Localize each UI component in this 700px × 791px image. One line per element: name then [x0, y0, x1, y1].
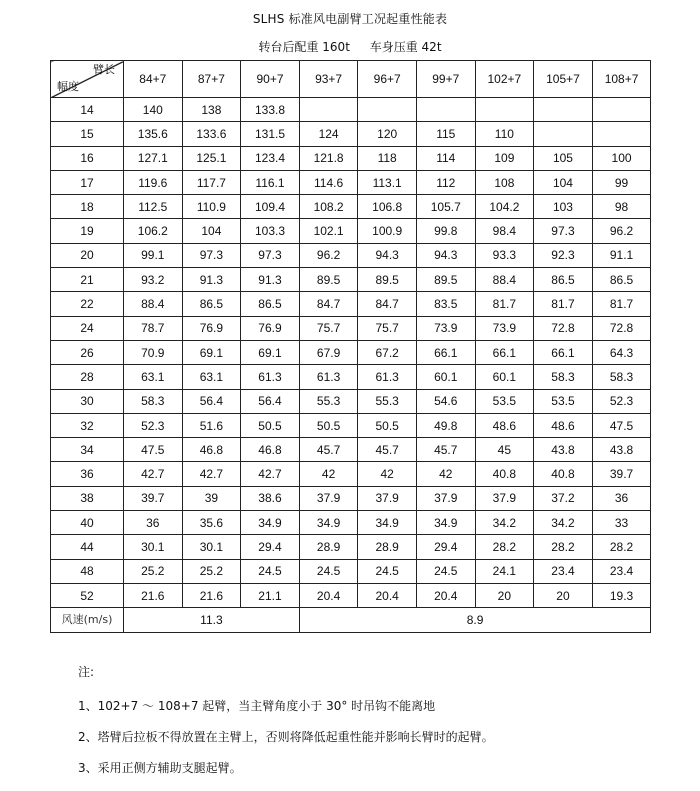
capacity-cell: 105.7	[416, 195, 475, 219]
capacity-cell: 86.5	[241, 292, 300, 316]
capacity-cell: 97.3	[182, 243, 241, 267]
capacity-cell: 75.7	[358, 316, 417, 340]
capacity-cell: 91.1	[592, 243, 651, 267]
capacity-cell: 29.4	[241, 535, 300, 559]
radius-cell: 20	[51, 243, 124, 267]
corner-cell	[51, 61, 124, 98]
capacity-cell: 81.7	[592, 292, 651, 316]
capacity-cell: 42.7	[182, 462, 241, 486]
table-row	[51, 268, 651, 292]
capacity-cell: 47.5	[124, 438, 183, 462]
capacity-cell: 75.7	[299, 316, 358, 340]
wind-speed-row	[51, 608, 651, 632]
capacity-cell	[358, 98, 417, 122]
capacity-cell: 21.1	[241, 583, 300, 607]
capacity-cell: 118	[358, 146, 417, 170]
capacity-cell: 47.5	[592, 413, 651, 437]
capacity-cell: 135.6	[124, 122, 183, 146]
column-header: 90+7	[241, 61, 300, 98]
capacity-cell: 30.1	[124, 535, 183, 559]
radius-cell: 17	[51, 170, 124, 194]
capacity-cell: 119.6	[124, 170, 183, 194]
capacity-cell: 53.5	[534, 389, 593, 413]
load-chart-table	[50, 60, 651, 633]
capacity-cell: 103.3	[241, 219, 300, 243]
capacity-cell: 99.1	[124, 243, 183, 267]
capacity-cell: 20	[534, 583, 593, 607]
capacity-cell: 56.4	[241, 389, 300, 413]
capacity-cell: 103	[534, 195, 593, 219]
capacity-cell: 89.5	[358, 268, 417, 292]
capacity-cell: 100.9	[358, 219, 417, 243]
capacity-cell: 86.5	[182, 292, 241, 316]
capacity-cell: 97.3	[534, 219, 593, 243]
capacity-cell: 42	[358, 462, 417, 486]
capacity-cell: 112	[416, 170, 475, 194]
capacity-cell: 121.8	[299, 146, 358, 170]
table-row	[51, 98, 651, 122]
capacity-cell: 66.1	[475, 340, 534, 364]
capacity-cell: 99	[592, 170, 651, 194]
capacity-cell: 60.1	[416, 365, 475, 389]
capacity-cell: 133.8	[241, 98, 300, 122]
wind-speed-label: 风速(m/s)	[51, 608, 124, 632]
table-row	[51, 438, 651, 462]
capacity-cell: 104	[534, 170, 593, 194]
wind-speed-value-a: 11.3	[124, 608, 300, 632]
capacity-cell: 93.3	[475, 243, 534, 267]
capacity-cell: 105	[534, 146, 593, 170]
capacity-cell: 114.6	[299, 170, 358, 194]
capacity-cell: 124	[299, 122, 358, 146]
capacity-cell: 21.6	[182, 583, 241, 607]
capacity-cell: 64.3	[592, 340, 651, 364]
capacity-cell: 72.8	[592, 316, 651, 340]
radius-label: 幅度	[57, 80, 79, 93]
column-header: 84+7	[124, 61, 183, 98]
capacity-cell: 69.1	[241, 340, 300, 364]
capacity-cell: 94.3	[416, 243, 475, 267]
capacity-cell: 23.4	[534, 559, 593, 583]
capacity-cell: 53.5	[475, 389, 534, 413]
capacity-cell: 109.4	[241, 195, 300, 219]
capacity-cell: 89.5	[416, 268, 475, 292]
capacity-cell: 42.7	[241, 462, 300, 486]
note-item: 3、采用正侧方辅助支腿起臂。	[78, 761, 242, 775]
table-row	[51, 316, 651, 340]
page-title: SLHS 标准风电副臂工况起重性能表	[252, 12, 448, 26]
counterweight-label: 转台后配重 160t	[258, 40, 350, 54]
radius-cell: 52	[51, 583, 124, 607]
capacity-cell: 88.4	[124, 292, 183, 316]
capacity-cell: 98.4	[475, 219, 534, 243]
capacity-cell: 114	[416, 146, 475, 170]
capacity-cell: 63.1	[124, 365, 183, 389]
capacity-cell: 37.9	[475, 486, 534, 510]
capacity-cell: 123.4	[241, 146, 300, 170]
capacity-cell: 106.2	[124, 219, 183, 243]
capacity-cell: 96.2	[592, 219, 651, 243]
table-row	[51, 122, 651, 146]
capacity-cell: 52.3	[592, 389, 651, 413]
capacity-cell: 43.8	[592, 438, 651, 462]
capacity-cell: 93.2	[124, 268, 183, 292]
capacity-cell: 20.4	[416, 583, 475, 607]
capacity-cell: 42	[299, 462, 358, 486]
capacity-cell: 35.6	[182, 511, 241, 535]
radius-cell: 16	[51, 146, 124, 170]
capacity-cell: 45.7	[416, 438, 475, 462]
capacity-cell: 33	[592, 511, 651, 535]
radius-cell: 48	[51, 559, 124, 583]
capacity-cell: 108	[475, 170, 534, 194]
table-row	[51, 559, 651, 583]
capacity-cell: 58.3	[592, 365, 651, 389]
capacity-cell: 34.9	[358, 511, 417, 535]
table-row	[51, 365, 651, 389]
radius-cell: 30	[51, 389, 124, 413]
capacity-cell: 58.3	[124, 389, 183, 413]
capacity-cell: 81.7	[475, 292, 534, 316]
table-row	[51, 219, 651, 243]
capacity-cell: 131.5	[241, 122, 300, 146]
capacity-cell: 55.3	[358, 389, 417, 413]
radius-cell: 44	[51, 535, 124, 559]
carbody-weight-label: 车身压重 42t	[369, 40, 442, 54]
capacity-cell: 28.2	[534, 535, 593, 559]
capacity-cell: 45.7	[299, 438, 358, 462]
capacity-cell: 89.5	[299, 268, 358, 292]
capacity-cell: 45	[475, 438, 534, 462]
capacity-cell: 43.8	[534, 438, 593, 462]
capacity-cell: 34.9	[241, 511, 300, 535]
table-row	[51, 486, 651, 510]
capacity-cell: 54.6	[416, 389, 475, 413]
table-row	[51, 413, 651, 437]
column-header: 105+7	[534, 61, 593, 98]
radius-cell: 34	[51, 438, 124, 462]
capacity-cell: 19.3	[592, 583, 651, 607]
capacity-cell	[592, 98, 651, 122]
column-header: 96+7	[358, 61, 417, 98]
capacity-cell	[475, 98, 534, 122]
table-body	[51, 98, 651, 608]
radius-cell: 22	[51, 292, 124, 316]
subtitle	[0, 38, 700, 55]
capacity-cell: 37.9	[299, 486, 358, 510]
capacity-cell: 24.5	[358, 559, 417, 583]
capacity-cell	[299, 98, 358, 122]
capacity-cell: 28.2	[475, 535, 534, 559]
capacity-cell: 28.9	[299, 535, 358, 559]
capacity-cell: 91.3	[182, 268, 241, 292]
capacity-cell: 42	[416, 462, 475, 486]
capacity-cell: 25.2	[182, 559, 241, 583]
capacity-cell: 24.5	[416, 559, 475, 583]
capacity-cell: 104.2	[475, 195, 534, 219]
capacity-cell: 48.6	[534, 413, 593, 437]
capacity-cell: 91.3	[241, 268, 300, 292]
capacity-cell: 56.4	[182, 389, 241, 413]
capacity-cell: 55.3	[299, 389, 358, 413]
capacity-cell: 20.4	[299, 583, 358, 607]
radius-cell: 28	[51, 365, 124, 389]
column-header: 102+7	[475, 61, 534, 98]
capacity-cell: 63.1	[182, 365, 241, 389]
capacity-cell: 51.6	[182, 413, 241, 437]
capacity-cell: 76.9	[182, 316, 241, 340]
capacity-cell: 104	[182, 219, 241, 243]
capacity-cell: 67.2	[358, 340, 417, 364]
capacity-cell: 50.5	[241, 413, 300, 437]
capacity-cell: 109	[475, 146, 534, 170]
capacity-cell: 127.1	[124, 146, 183, 170]
capacity-cell: 83.5	[416, 292, 475, 316]
capacity-cell: 58.3	[534, 365, 593, 389]
capacity-cell: 34.2	[534, 511, 593, 535]
capacity-cell: 112.5	[124, 195, 183, 219]
capacity-cell: 81.7	[534, 292, 593, 316]
capacity-cell: 113.1	[358, 170, 417, 194]
capacity-cell: 86.5	[592, 268, 651, 292]
radius-cell: 24	[51, 316, 124, 340]
capacity-cell: 125.1	[182, 146, 241, 170]
capacity-cell: 20	[475, 583, 534, 607]
capacity-cell: 40.8	[475, 462, 534, 486]
capacity-cell: 96.2	[299, 243, 358, 267]
table-row	[51, 511, 651, 535]
capacity-cell: 39.7	[124, 486, 183, 510]
column-header: 93+7	[299, 61, 358, 98]
capacity-cell: 39.7	[592, 462, 651, 486]
capacity-cell: 61.3	[299, 365, 358, 389]
capacity-cell: 84.7	[299, 292, 358, 316]
capacity-cell: 78.7	[124, 316, 183, 340]
table-row	[51, 170, 651, 194]
capacity-cell: 102.1	[299, 219, 358, 243]
capacity-cell: 73.9	[416, 316, 475, 340]
capacity-cell: 21.6	[124, 583, 183, 607]
table-row	[51, 195, 651, 219]
capacity-cell: 100	[592, 146, 651, 170]
capacity-cell: 29.4	[416, 535, 475, 559]
header-row	[51, 61, 651, 98]
capacity-cell: 133.6	[182, 122, 241, 146]
capacity-cell: 46.8	[241, 438, 300, 462]
capacity-cell: 36	[592, 486, 651, 510]
capacity-cell: 99.8	[416, 219, 475, 243]
capacity-cell: 115	[416, 122, 475, 146]
capacity-cell: 140	[124, 98, 183, 122]
wind-speed-value-b: 8.9	[299, 608, 651, 632]
capacity-cell: 116.1	[241, 170, 300, 194]
note-item: 1、102+7 ～ 108+7 起臂，当主臂角度小于 30° 时吊钩不能离地	[78, 699, 436, 713]
radius-cell: 40	[51, 511, 124, 535]
capacity-cell: 76.9	[241, 316, 300, 340]
capacity-cell: 120	[358, 122, 417, 146]
radius-cell: 38	[51, 486, 124, 510]
capacity-cell: 69.1	[182, 340, 241, 364]
capacity-cell: 92.3	[534, 243, 593, 267]
capacity-cell: 61.3	[241, 365, 300, 389]
capacity-cell: 66.1	[416, 340, 475, 364]
capacity-cell: 88.4	[475, 268, 534, 292]
capacity-cell: 67.9	[299, 340, 358, 364]
capacity-cell: 45.7	[358, 438, 417, 462]
radius-cell: 21	[51, 268, 124, 292]
capacity-cell: 98	[592, 195, 651, 219]
radius-cell: 18	[51, 195, 124, 219]
capacity-cell: 70.9	[124, 340, 183, 364]
table-row	[51, 146, 651, 170]
capacity-cell: 72.8	[534, 316, 593, 340]
capacity-cell	[534, 98, 593, 122]
capacity-cell: 34.9	[299, 511, 358, 535]
capacity-cell: 46.8	[182, 438, 241, 462]
capacity-cell: 60.1	[475, 365, 534, 389]
capacity-cell: 37.9	[416, 486, 475, 510]
capacity-cell: 66.1	[534, 340, 593, 364]
capacity-cell: 34.9	[416, 511, 475, 535]
capacity-cell: 106.8	[358, 195, 417, 219]
capacity-cell: 86.5	[534, 268, 593, 292]
table-row	[51, 389, 651, 413]
capacity-cell	[416, 98, 475, 122]
boom-length-label: 臂长	[93, 63, 115, 76]
table-row	[51, 340, 651, 364]
note-item: 2、塔臂后拉板不得放置在主臂上，否则将降低起重性能并影响长臂时的起臂。	[78, 730, 494, 744]
capacity-cell: 117.7	[182, 170, 241, 194]
capacity-cell: 24.5	[299, 559, 358, 583]
radius-cell: 14	[51, 98, 124, 122]
capacity-cell	[534, 122, 593, 146]
capacity-cell: 49.8	[416, 413, 475, 437]
capacity-cell: 24.5	[241, 559, 300, 583]
capacity-cell: 42.7	[124, 462, 183, 486]
capacity-cell	[592, 122, 651, 146]
capacity-cell: 48.6	[475, 413, 534, 437]
capacity-cell: 25.2	[124, 559, 183, 583]
radius-cell: 36	[51, 462, 124, 486]
capacity-cell: 24.1	[475, 559, 534, 583]
capacity-cell: 61.3	[358, 365, 417, 389]
column-header: 108+7	[592, 61, 651, 98]
capacity-cell: 40.8	[534, 462, 593, 486]
capacity-cell: 28.2	[592, 535, 651, 559]
capacity-cell: 97.3	[241, 243, 300, 267]
table-row	[51, 462, 651, 486]
radius-cell: 26	[51, 340, 124, 364]
capacity-cell: 34.2	[475, 511, 534, 535]
capacity-cell: 94.3	[358, 243, 417, 267]
capacity-cell: 28.9	[358, 535, 417, 559]
capacity-cell: 73.9	[475, 316, 534, 340]
capacity-cell: 108.2	[299, 195, 358, 219]
capacity-cell: 36	[124, 511, 183, 535]
capacity-cell: 37.2	[534, 486, 593, 510]
table-row	[51, 535, 651, 559]
capacity-cell: 39	[182, 486, 241, 510]
notes-heading: 注:	[78, 665, 95, 679]
capacity-cell: 110	[475, 122, 534, 146]
capacity-cell: 38.6	[241, 486, 300, 510]
capacity-cell: 30.1	[182, 535, 241, 559]
table-row	[51, 583, 651, 607]
radius-cell: 15	[51, 122, 124, 146]
capacity-cell: 84.7	[358, 292, 417, 316]
radius-cell: 32	[51, 413, 124, 437]
column-header: 99+7	[416, 61, 475, 98]
capacity-cell: 50.5	[299, 413, 358, 437]
capacity-cell: 52.3	[124, 413, 183, 437]
table-row	[51, 292, 651, 316]
radius-cell: 19	[51, 219, 124, 243]
notes-section	[78, 664, 494, 791]
capacity-cell: 50.5	[358, 413, 417, 437]
table-row	[51, 243, 651, 267]
capacity-cell: 138	[182, 98, 241, 122]
capacity-cell: 110.9	[182, 195, 241, 219]
column-header: 87+7	[182, 61, 241, 98]
capacity-cell: 23.4	[592, 559, 651, 583]
capacity-cell: 37.9	[358, 486, 417, 510]
capacity-cell: 20.4	[358, 583, 417, 607]
